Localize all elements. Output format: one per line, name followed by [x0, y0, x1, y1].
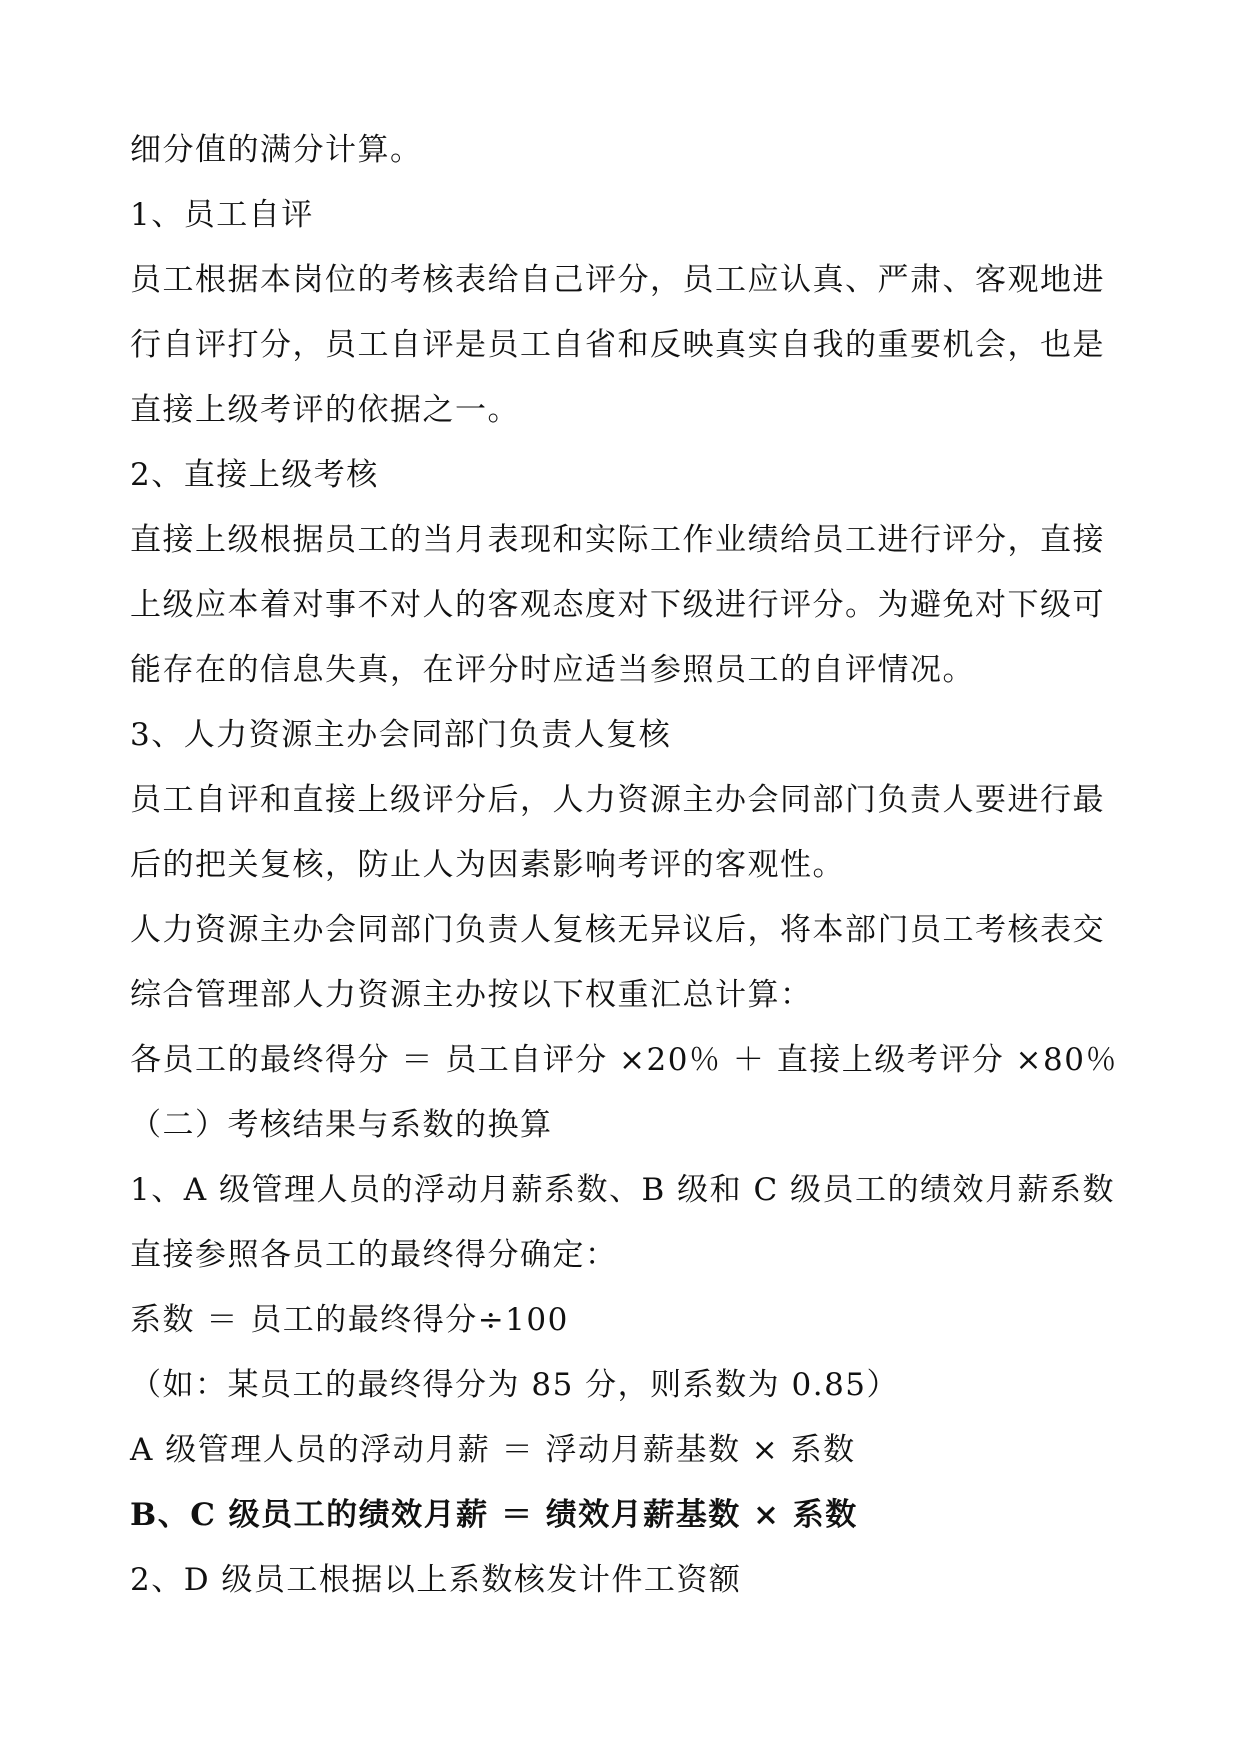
paragraph-line: 综合管理部人力资源主办按以下权重汇总计算： [130, 977, 813, 1013]
document-body [130, 118, 1130, 1613]
paragraph-line: 能存在的信息失真，在评分时应适当参照员工的自评情况。 [130, 652, 975, 688]
section-heading-hr-recheck: 3、人力资源主办会同部门负责人复核 [130, 717, 672, 753]
paragraph-line: 行自评打分，员工自评是员工自省和反映真实自我的重要机会，也是 [130, 327, 1105, 363]
piecework-note: 2、D 级员工根据以上系数核发计件工资额 [130, 1562, 742, 1598]
paragraph-line: 人力资源主办会同部门负责人复核无异议后，将本部门员工考核表交 [130, 912, 1105, 948]
floating-salary-formula: A 级管理人员的浮动月薪 ＝ 浮动月薪基数 × 系数 [130, 1432, 856, 1468]
coefficient-example: （如：某员工的最终得分为 85 分，则系数为 0.85） [130, 1367, 900, 1403]
final-score-formula: 各员工的最终得分 ＝ 员工自评分 ×20％ ＋ 直接上级考评分 ×80％ [130, 1042, 1118, 1078]
paragraph-line: 上级应本着对事不对人的客观态度对下级进行评分。为避免对下级可 [130, 587, 1105, 623]
performance-salary-formula: B、C 级员工的绩效月薪 ＝ 绩效月薪基数 × 系数 [130, 1497, 858, 1533]
section-heading-self-evaluation: 1、员工自评 [130, 197, 314, 233]
paragraph-line: 直接上级根据员工的当月表现和实际工作业绩给员工进行评分，直接 [130, 522, 1105, 558]
paragraph-line: 细分值的满分计算。 [130, 132, 423, 168]
paragraph-line: 直接上级考评的依据之一。 [130, 392, 520, 428]
paragraph-line: 员工自评和直接上级评分后，人力资源主办会同部门负责人要进行最 [130, 782, 1105, 818]
section-heading-supervisor-review: 2、直接上级考核 [130, 457, 379, 493]
subsection-heading-coefficient: （二）考核结果与系数的换算 [130, 1107, 553, 1143]
paragraph-line: 1、A 级管理人员的浮动月薪系数、B 级和 C 级员工的绩效月薪系数 [130, 1172, 1116, 1208]
coefficient-formula: 系数 ＝ 员工的最终得分÷100 [130, 1302, 569, 1338]
paragraph-line: 员工根据本岗位的考核表给自己评分，员工应认真、严肃、客观地进 [130, 262, 1105, 298]
paragraph-line: 直接参照各员工的最终得分确定： [130, 1237, 618, 1273]
paragraph-line: 后的把关复核，防止人为因素影响考评的客观性。 [130, 847, 845, 883]
